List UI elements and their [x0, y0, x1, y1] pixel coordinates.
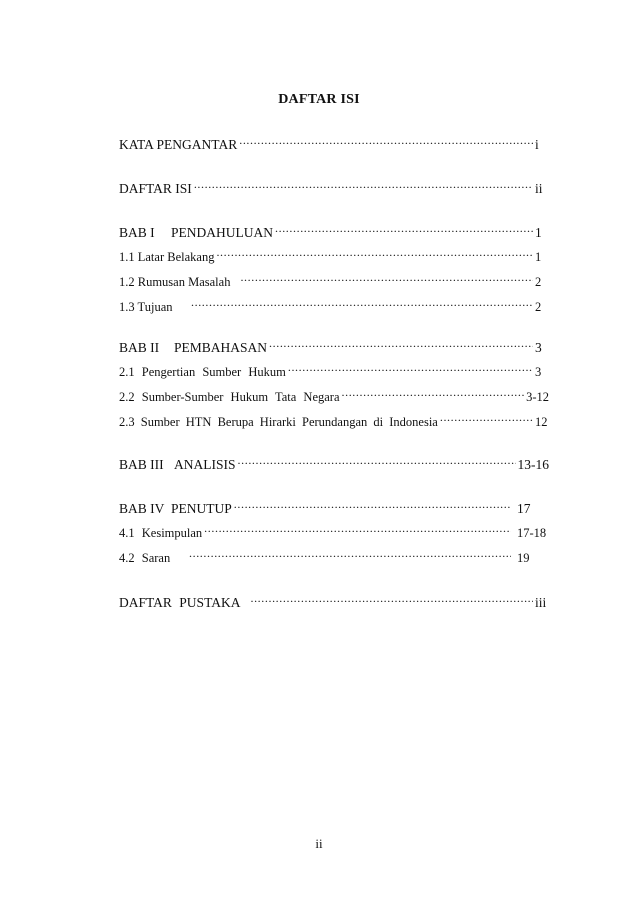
toc-entry-label: 1.3 Tujuan [119, 300, 173, 314]
toc-entry-page: 2 [535, 300, 542, 314]
toc-entry-label: 1.1 Latar Belakang [119, 250, 215, 264]
toc-entry-2-3[interactable] [119, 411, 549, 430]
toc-entry-label: KATA PENGANTAR [119, 137, 238, 152]
toc-entry-1-3[interactable] [119, 296, 549, 315]
toc-entry-page: 3-12 [526, 390, 549, 404]
toc-entry-label: 2.2 Sumber-Sumber Hukum Tata Negara [119, 390, 340, 404]
toc-entry-daftar-pustaka[interactable] [119, 592, 549, 610]
toc-entry-label: 1.2 Rumusan Masalah [119, 275, 231, 289]
dot-leader [440, 411, 533, 426]
toc-chapter-title: PENUTUP [171, 501, 232, 516]
toc-entry-bab-2[interactable] [119, 337, 549, 355]
toc-chapter-title: PENDAHULUAN [171, 225, 273, 240]
toc-entry-1-2[interactable] [119, 271, 549, 290]
toc-entry-label: DAFTAR ISI [119, 181, 192, 196]
toc-entry-2-1[interactable] [119, 361, 549, 380]
toc-entry-label: 2.3 Sumber HTN Berupa Hirarki Perundangan di Indonesia [119, 415, 438, 429]
toc-entry-page: i [535, 137, 539, 152]
dot-leader [342, 386, 525, 401]
dot-leader [234, 498, 511, 513]
toc-entry-page: 3 [535, 365, 542, 379]
toc-entry-bab-4[interactable] [119, 498, 549, 516]
toc-entry-page: ii [535, 181, 543, 196]
toc-entry-page: iii [535, 595, 547, 610]
dot-leader [204, 522, 511, 537]
toc-entry-page: 19 [517, 551, 530, 565]
toc-chapter-number: BAB I [119, 225, 155, 240]
toc-chapter-number: BAB IV [119, 501, 165, 516]
dot-leader [250, 592, 533, 607]
toc-entry-1-1[interactable] [119, 246, 549, 265]
toc-entry-page: 12 [535, 415, 548, 429]
dot-leader [240, 271, 533, 286]
dot-leader [216, 246, 533, 261]
toc-entry-page: 1 [535, 250, 542, 264]
toc-entry-label: DAFTAR PUSTAKA [119, 595, 241, 610]
footer-page-number: ii [315, 836, 323, 851]
dot-leader [238, 454, 516, 469]
toc-entry-bab-3[interactable] [119, 454, 549, 472]
dot-leader [269, 337, 533, 352]
toc-entry-daftar-isi[interactable] [119, 178, 549, 196]
page-title: DAFTAR ISI [278, 92, 360, 107]
toc-entry-page: 17 [517, 501, 531, 516]
toc-chapter-title: ANALISIS [174, 457, 236, 472]
toc-entry-label: 4.1 Kesimpulan [119, 526, 203, 540]
dot-leader [191, 296, 533, 311]
toc-entry-kata-pengantar[interactable] [119, 134, 549, 152]
toc-entry-page: 13-16 [517, 457, 549, 472]
toc-entry-page: 3 [535, 340, 542, 355]
dot-leader [239, 134, 533, 149]
toc-chapter-number: BAB II [119, 340, 160, 355]
toc-entry-bab-1[interactable] [119, 222, 549, 240]
toc-entry-4-2[interactable] [119, 547, 549, 566]
toc-chapter-number: BAB III [119, 457, 164, 472]
toc-entry-page: 17-18 [517, 526, 547, 540]
table-of-contents [119, 134, 549, 610]
toc-entry-page: 1 [535, 225, 542, 240]
toc-entry-label: 2.1 Pengertian Sumber Hukum [119, 365, 286, 379]
dot-leader [194, 178, 533, 193]
toc-chapter-title: PEMBAHASAN [174, 340, 268, 355]
toc-entry-label: 4.2 Saran [119, 551, 171, 565]
toc-entry-4-1[interactable] [119, 522, 549, 541]
dot-leader [288, 361, 533, 376]
toc-entry-page: 2 [535, 275, 542, 289]
toc-entry-2-2[interactable] [119, 386, 549, 405]
dot-leader [189, 547, 511, 562]
dot-leader [275, 222, 533, 237]
